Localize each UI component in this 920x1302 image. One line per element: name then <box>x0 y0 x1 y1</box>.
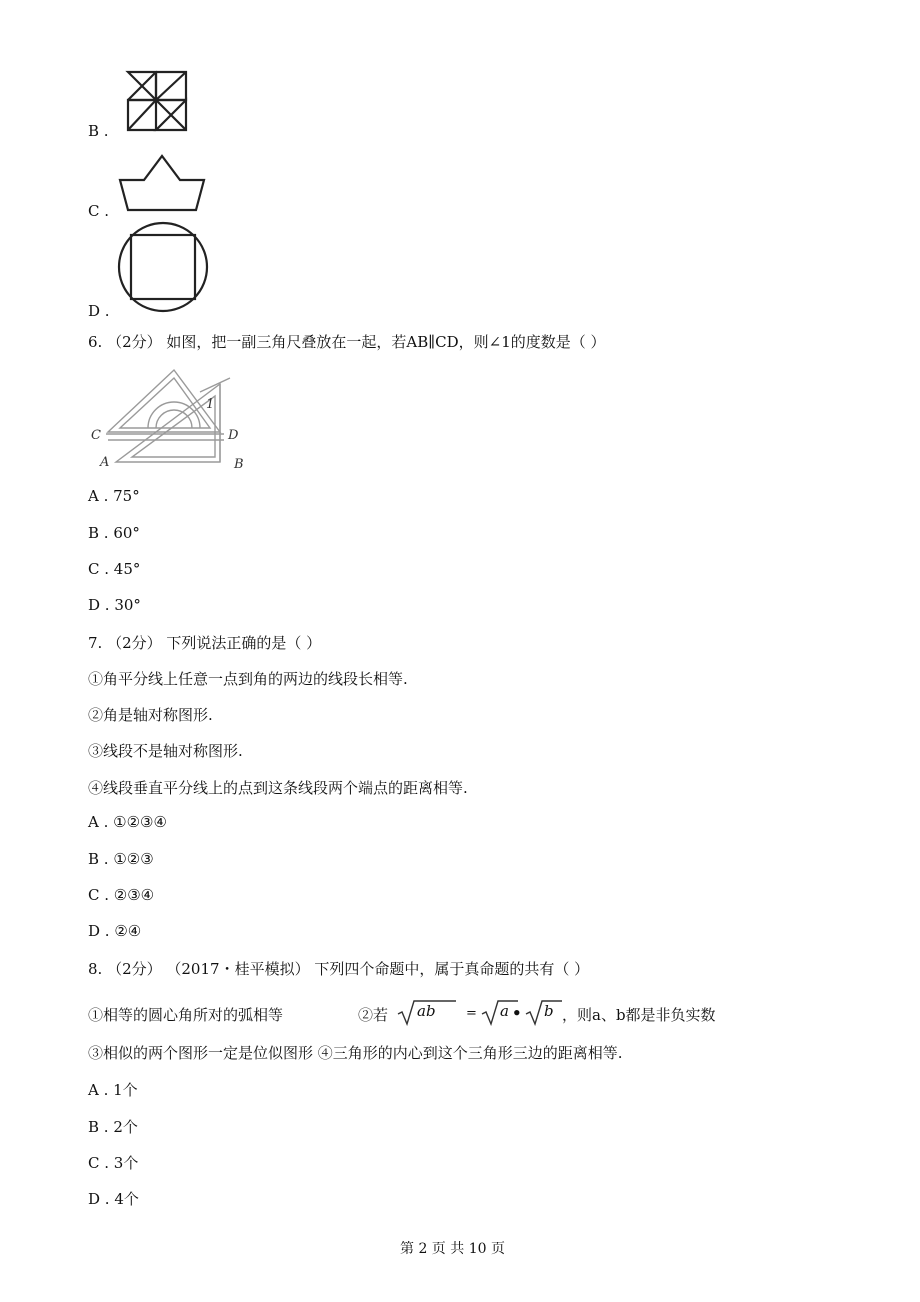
q6-option-b: B . 60° <box>88 524 140 542</box>
q8-statement-2-suffix: ，则a、b都是非负实数 <box>562 1006 716 1024</box>
q7-option-c: C . ②③④ <box>88 886 155 904</box>
q5-option-b-label: B . <box>88 122 109 140</box>
q6-stem: 6. （2分） 如图，把一副三角尺叠放在一起，若AB∥CD，则∠1的度数是（ ） <box>88 333 606 351</box>
equals-sign: = <box>466 1006 477 1021</box>
q8-statement-1: ①相等的圆心角所对的弧相等 <box>88 1006 284 1024</box>
q7-statement-1: ①角平分线上任意一点到角的两边的线段长相等. <box>88 670 408 688</box>
page-footer: 第 2 页 共 10 页 <box>400 1241 505 1257</box>
label-c: C <box>91 428 101 443</box>
q8-option-b: B . 2个 <box>88 1118 138 1136</box>
q7-option-b: B . ①②③ <box>88 850 154 868</box>
q7-option-a: A . ①②③④ <box>88 813 167 831</box>
label-a: A <box>100 455 110 470</box>
q7-option-d: D . ②④ <box>88 922 142 940</box>
q5-option-d-label: D . <box>88 302 110 320</box>
q7-stem: 7. （2分） 下列说法正确的是（ ） <box>88 634 322 652</box>
label-d: D <box>228 428 239 443</box>
q7-statement-2: ②角是轴对称图形. <box>88 706 213 724</box>
multiply-dot: • <box>512 1004 522 1022</box>
label-angle-1: 1 <box>206 397 215 412</box>
triangle-rulers-figure <box>88 362 258 474</box>
q7-statement-3: ③线段不是轴对称图形. <box>88 742 243 760</box>
q6-option-c: C . 45° <box>88 560 141 578</box>
circle-square-figure <box>116 220 210 314</box>
q8-option-c: C . 3个 <box>88 1154 139 1172</box>
q6-option-d: D . 30° <box>88 596 141 614</box>
sqrt-b-radicand: b <box>544 1002 554 1020</box>
q7-statement-4: ④线段垂直平分线上的点到这条线段两个端点的距离相等. <box>88 779 468 797</box>
boat-figure <box>116 152 208 214</box>
pinwheel-figure <box>120 66 194 138</box>
sqrt-a-radicand: a <box>500 1002 509 1020</box>
label-b: B <box>234 457 244 472</box>
q8-statement-2-prefix: ②若 <box>358 1006 389 1024</box>
sqrt-ab-radicand: ab <box>417 1002 436 1020</box>
q6-option-a: A . 75° <box>88 487 140 505</box>
q8-statements-3-4: ③相似的两个图形一定是位似图形 ④三角形的内心到这个三角形三边的距离相等. <box>88 1044 623 1062</box>
q8-stem: 8. （2分） （2017・桂平模拟） 下列四个命题中，属于真命题的共有（ ） <box>88 960 590 978</box>
q8-option-a: A . 1个 <box>88 1081 138 1099</box>
q5-option-c-label: C . <box>88 202 110 220</box>
q8-option-d: D . 4个 <box>88 1190 139 1208</box>
